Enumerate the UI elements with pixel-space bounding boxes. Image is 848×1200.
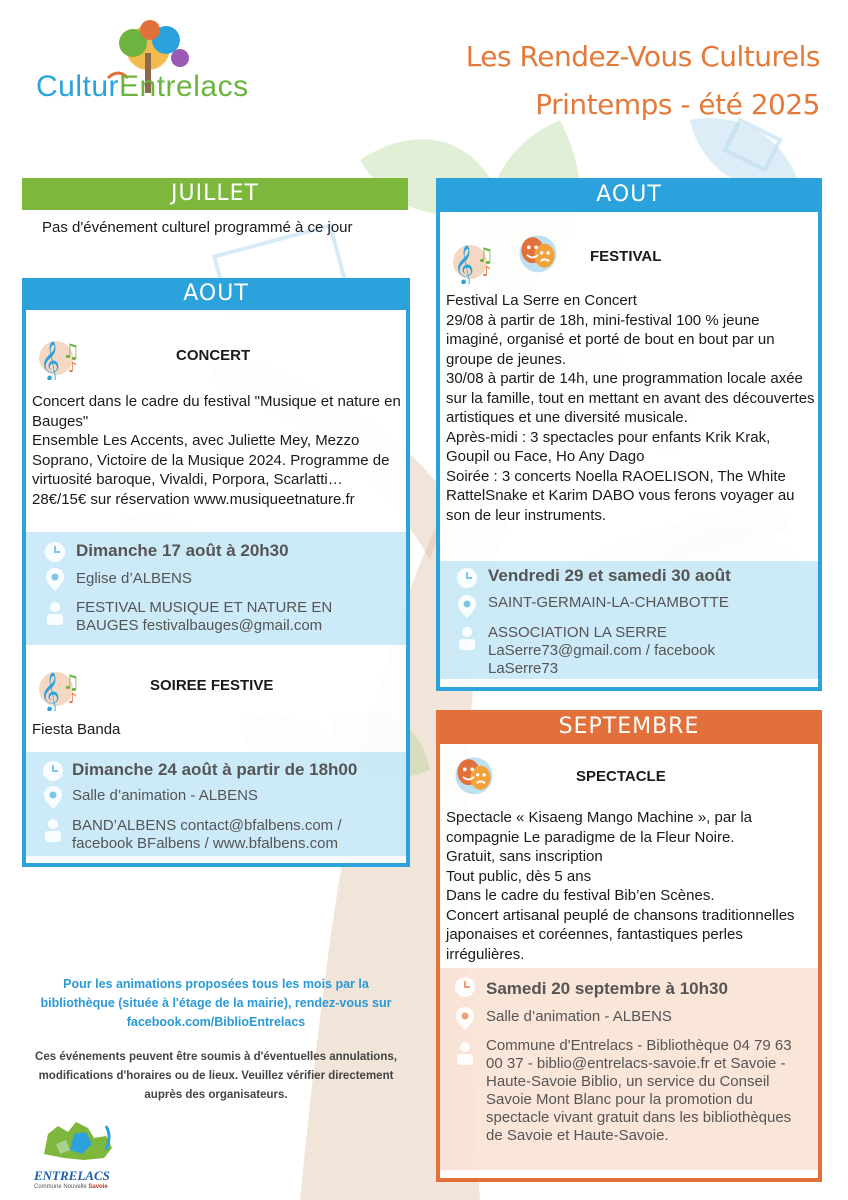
event-organizer: BAND’ALBENS contact@bfalbens.com / facebook BFalbens / www.bfalbens.com <box>72 817 342 852</box>
svg-text:♫: ♫ <box>62 670 80 694</box>
clock-icon <box>44 539 66 565</box>
event-description: Concert dans le cadre du festival "Musique et nature en Bauges" Ensemble Les Accents, avec Juliette Mey, Mezzo Soprano, Victoire de la Musique 2024. Programme de virtuosité baroque, Vivaldi, Porpora, Scarlatti… 28€/15€ sur réservation www.musiqueetnature.fr <box>32 393 401 508</box>
event-place: Salle d’animation - ALBENS <box>486 1008 672 1025</box>
clock-icon <box>42 758 64 784</box>
commune-logo-text: ENTRELACS <box>34 1168 110 1183</box>
location-pin-icon <box>456 593 478 619</box>
category-concert: CONCERT <box>176 347 251 364</box>
category-festival: FESTIVAL <box>590 248 662 265</box>
theatre-masks-icon <box>448 750 500 798</box>
svg-text:♫: ♫ <box>476 243 494 267</box>
month-banner-juillet: JUILLET <box>22 178 408 210</box>
library-note: Pour les animations proposées tous les mois par la bibliothèque (située à l'étage de la mairie), rendez-vous sur facebook.com/BiblioEntrelacs <box>40 977 392 1029</box>
event-organizer: ASSOCIATION LA SERRE LaSerre73@gmail.com / facebook LaSerre73 <box>488 624 716 677</box>
person-icon <box>454 1040 476 1066</box>
event-place: SAINT-GERMAIN-LA-CHAMBOTTE <box>488 594 729 611</box>
page-title-line2: Printemps - été 2025 <box>535 88 820 121</box>
music-notes-icon <box>448 236 500 284</box>
event-description: Fiesta Banda <box>32 721 121 738</box>
disclaimer: Ces événements peuvent être soumis à d'éventuelles annulations, modifications d'horaires ou de lieux. Veuillez vérifier directement auprès des organisateurs. <box>35 1051 397 1101</box>
month-banner-septembre: SEPTEMBRE <box>436 710 822 744</box>
clock-icon <box>454 974 476 1000</box>
culturentrelacs-logo <box>28 18 278 138</box>
entrelacs-commune-logo <box>34 1114 124 1190</box>
event-organizer: Commune d'Entrelacs - Bibliothèque 04 79 63 00 37 - biblio@entrelacs-savoie.fr et Savoie - Haute-Savoie Biblio, un service du Conseil Savoie Mont Blanc pour la promotion du spectacle vivant gratuit dans les bibliothèques de Savoie et Haute-Savoie. <box>486 1037 792 1144</box>
month-banner-aout-left: AOUT <box>22 278 410 310</box>
event-date: Dimanche 17 août à 20h30 <box>76 541 289 560</box>
juillet-note: Pas d'événement culturel programmé à ce jour <box>42 219 353 236</box>
commune-logo-region: Savoie <box>88 1184 108 1190</box>
commune-logo-subtitle: Commune Nouvelle <box>34 1184 87 1190</box>
svg-text:♪: ♪ <box>68 691 77 707</box>
month-banner-aout-right: AOUT <box>436 178 822 212</box>
svg-text:𝄞: 𝄞 <box>454 245 475 284</box>
event-place: Eglise d’ALBENS <box>76 570 192 587</box>
event-date: Vendredi 29 et samedi 30 août <box>488 566 731 585</box>
svg-text:𝄞: 𝄞 <box>40 672 61 711</box>
location-pin-icon <box>42 784 64 810</box>
svg-text:♫: ♫ <box>62 339 80 363</box>
logo-part-entrelacs: Entrelacs <box>119 70 249 103</box>
event-description: Festival La Serre en Concert 29/08 à partir de 18h, mini-festival 100 % jeune imaginé, organisé et porté de bout en bout par un groupe de jeunes. 30/08 à partir de 14h, une programmation locale axée sur la famille, tout en mettant en avant des découvertes artistiques et une diversité musicale. Après-midi : 3 spectacles pour enfants Krik Krak, Goupil ou Face, Ho Any Dago Soirée : 3 concerts Noella RAOELISON, The White RattelSnake et Karim DABO vous ferons voyager au son de leur instruments. <box>446 292 815 524</box>
event-organizer: FESTIVAL MUSIQUE ET NATURE EN BAUGES festivalbauges@gmail.com <box>76 599 333 634</box>
location-pin-icon <box>44 566 66 592</box>
person-icon <box>456 625 478 651</box>
location-pin-icon <box>454 1005 476 1031</box>
event-date: Dimanche 24 août à partir de 18h00 <box>72 760 358 779</box>
theatre-masks-icon <box>512 228 564 276</box>
svg-text:♪: ♪ <box>482 264 491 280</box>
map-logo-icon <box>34 1114 124 1164</box>
music-notes-icon <box>34 332 86 380</box>
category-spectacle: SPECTACLE <box>576 768 666 785</box>
person-icon <box>44 600 66 626</box>
event-place: Salle d’animation - ALBENS <box>72 787 258 804</box>
event-date: Samedi 20 septembre à 10h30 <box>486 979 728 998</box>
page-title-line1: Les Rendez-Vous Culturels <box>465 40 820 73</box>
event-description: Spectacle « Kisaeng Mango Machine », par la compagnie Le paradigme de la Fleur Noire. Gratuit, sans inscription Tout public, dès 5 ans Dans le cadre du festival Bib’en Scènes. Concert artisanal peuplé de chansons traditionnelles japonaises et coréennes, fantastiques perles irrégulières. <box>446 809 795 963</box>
category-soiree-festive: SOIREE FESTIVE <box>150 677 274 694</box>
music-notes-icon <box>34 663 86 711</box>
logo-part-cultur: Cultur <box>36 70 120 103</box>
person-icon <box>42 817 64 843</box>
clock-icon <box>456 565 478 591</box>
svg-text:𝄞: 𝄞 <box>40 341 61 380</box>
svg-text:♪: ♪ <box>68 360 77 376</box>
